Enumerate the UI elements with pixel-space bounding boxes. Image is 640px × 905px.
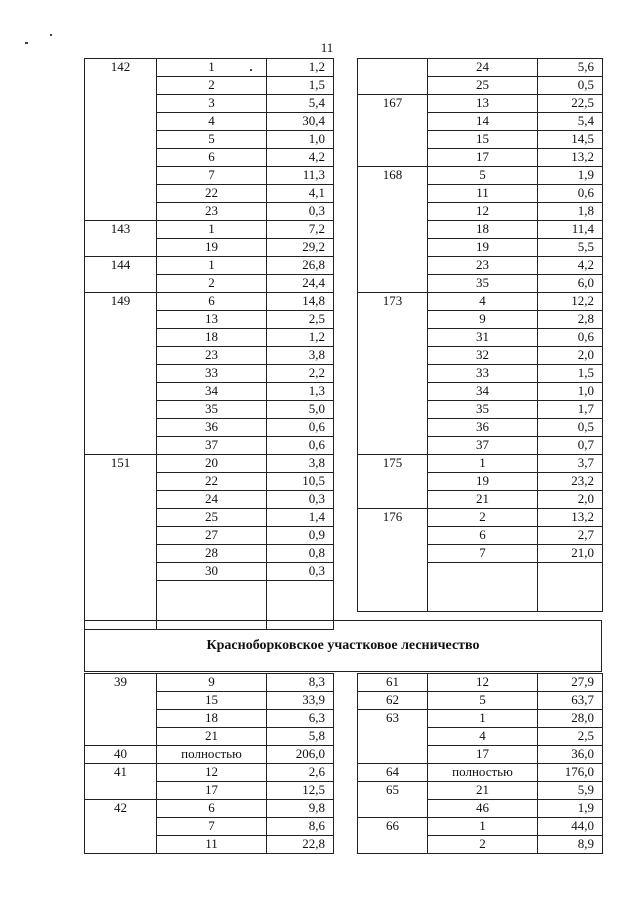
compartment-cell: 37 bbox=[157, 437, 267, 455]
compartment-cell: полностью bbox=[428, 764, 538, 782]
table-row bbox=[358, 509, 603, 527]
area-cell: 5,8 bbox=[267, 728, 334, 746]
compartment-cell: 12 bbox=[428, 203, 538, 221]
compartment-cell: 7 bbox=[157, 818, 267, 836]
area-cell: 206,0 bbox=[267, 746, 334, 764]
area-cell: 3,7 bbox=[538, 455, 603, 473]
compartment-cell: 23 bbox=[157, 347, 267, 365]
table-row bbox=[85, 257, 334, 275]
compartment-cell: 1 bbox=[157, 221, 267, 239]
compartment-cell: 5 bbox=[428, 167, 538, 185]
compartment-cell: 17 bbox=[428, 149, 538, 167]
compartment-cell: 33 bbox=[428, 365, 538, 383]
compartment-cell: 14 bbox=[428, 113, 538, 131]
compartment-cell: 1 bbox=[157, 257, 267, 275]
compartment-cell: 35 bbox=[157, 401, 267, 419]
compartment-cell: 12 bbox=[157, 764, 267, 782]
area-cell: 0,8 bbox=[267, 545, 334, 563]
compartment-cell: 25 bbox=[428, 77, 538, 95]
compartment-cell: 9 bbox=[157, 674, 267, 692]
table-row bbox=[85, 746, 334, 764]
compartment-cell: 3 bbox=[157, 95, 267, 113]
compartment-cell: 2 bbox=[428, 836, 538, 854]
compartment-cell: 22 bbox=[157, 185, 267, 203]
area-cell: 26,8 bbox=[267, 257, 334, 275]
compartment-cell: 46 bbox=[428, 800, 538, 818]
compartment-cell: 18 bbox=[157, 710, 267, 728]
quarter-cell: 151 bbox=[85, 455, 157, 630]
area-cell: 2,5 bbox=[267, 311, 334, 329]
area-cell: 29,2 bbox=[267, 239, 334, 257]
compartment-cell: 36 bbox=[428, 419, 538, 437]
area-cell: 9,8 bbox=[267, 800, 334, 818]
quarter-cell: 65 bbox=[358, 782, 428, 818]
quarter-cell: 173 bbox=[358, 293, 428, 455]
empty-cell bbox=[538, 563, 603, 612]
compartment-cell: 34 bbox=[157, 383, 267, 401]
area-cell: 8,3 bbox=[267, 674, 334, 692]
table-row bbox=[358, 95, 603, 113]
area-cell: 33,9 bbox=[267, 692, 334, 710]
compartment-cell: 15 bbox=[157, 692, 267, 710]
compartment-cell: 28 bbox=[157, 545, 267, 563]
scan-speck bbox=[50, 34, 52, 36]
compartment-cell: 23 bbox=[157, 203, 267, 221]
table-row bbox=[358, 764, 603, 782]
lower-left-table bbox=[84, 673, 334, 854]
area-cell: 1,3 bbox=[267, 383, 334, 401]
quarter-cell: 149 bbox=[85, 293, 157, 455]
area-cell: 0,3 bbox=[267, 491, 334, 509]
area-cell: 4,1 bbox=[267, 185, 334, 203]
compartment-cell: 24 bbox=[428, 59, 538, 77]
area-cell: 4,2 bbox=[267, 149, 334, 167]
compartment-cell: 17 bbox=[428, 746, 538, 764]
compartment-cell: 23 bbox=[428, 257, 538, 275]
area-cell: 1,7 bbox=[538, 401, 603, 419]
compartment-cell: 34 bbox=[428, 383, 538, 401]
area-cell: 36,0 bbox=[538, 746, 603, 764]
area-cell: 5,4 bbox=[538, 113, 603, 131]
compartment-cell: 21 bbox=[428, 491, 538, 509]
upper-left-table bbox=[84, 58, 334, 630]
scan-speck bbox=[250, 69, 252, 71]
compartment-cell: 22 bbox=[157, 473, 267, 491]
area-cell: 0,6 bbox=[538, 329, 603, 347]
area-cell: 12,2 bbox=[538, 293, 603, 311]
area-cell: 13,2 bbox=[538, 509, 603, 527]
compartment-cell: 18 bbox=[428, 221, 538, 239]
area-cell: 0,9 bbox=[267, 527, 334, 545]
section-title: Красноборковское участковое лесничество bbox=[84, 620, 602, 672]
table-row bbox=[85, 59, 334, 77]
quarter-cell bbox=[358, 59, 428, 95]
area-cell: 6,0 bbox=[538, 275, 603, 293]
quarter-cell: 64 bbox=[358, 764, 428, 782]
area-cell: 2,2 bbox=[267, 365, 334, 383]
area-cell: 1,5 bbox=[267, 77, 334, 95]
area-cell: 0,6 bbox=[538, 185, 603, 203]
area-cell: 2,0 bbox=[538, 347, 603, 365]
area-cell: 8,9 bbox=[538, 836, 603, 854]
area-cell: 22,8 bbox=[267, 836, 334, 854]
table-row bbox=[85, 674, 334, 692]
compartment-cell: 11 bbox=[428, 185, 538, 203]
area-cell: 2,8 bbox=[538, 311, 603, 329]
compartment-cell: 1 bbox=[428, 455, 538, 473]
compartment-cell: 2 bbox=[157, 275, 267, 293]
table-row bbox=[358, 293, 603, 311]
area-cell: 23,2 bbox=[538, 473, 603, 491]
compartment-cell: 20 bbox=[157, 455, 267, 473]
table-row bbox=[85, 455, 334, 473]
quarter-cell: 168 bbox=[358, 167, 428, 293]
area-cell: 22,5 bbox=[538, 95, 603, 113]
quarter-cell: 42 bbox=[85, 800, 157, 854]
area-cell: 1,9 bbox=[538, 167, 603, 185]
upper-right-table bbox=[357, 58, 603, 612]
compartment-cell: 31 bbox=[428, 329, 538, 347]
area-cell: 5,5 bbox=[538, 239, 603, 257]
area-cell: 2,0 bbox=[538, 491, 603, 509]
area-cell: 1,8 bbox=[538, 203, 603, 221]
compartment-cell: 19 bbox=[428, 239, 538, 257]
quarter-cell: 175 bbox=[358, 455, 428, 509]
table-row bbox=[358, 674, 603, 692]
empty-cell bbox=[428, 563, 538, 612]
area-cell: 14,5 bbox=[538, 131, 603, 149]
area-cell: 1,2 bbox=[267, 329, 334, 347]
area-cell: 0,5 bbox=[538, 77, 603, 95]
area-cell: 4,2 bbox=[538, 257, 603, 275]
area-cell: 1,0 bbox=[538, 383, 603, 401]
quarter-cell: 176 bbox=[358, 509, 428, 612]
quarter-cell: 66 bbox=[358, 818, 428, 854]
compartment-cell: полностью bbox=[157, 746, 267, 764]
quarter-cell: 63 bbox=[358, 710, 428, 764]
compartment-cell: 6 bbox=[157, 800, 267, 818]
area-cell: 1,5 bbox=[538, 365, 603, 383]
compartment-cell: 7 bbox=[157, 167, 267, 185]
compartment-cell: 18 bbox=[157, 329, 267, 347]
table-row bbox=[358, 782, 603, 800]
area-cell: 24,4 bbox=[267, 275, 334, 293]
compartment-cell: 4 bbox=[157, 113, 267, 131]
quarter-cell: 144 bbox=[85, 257, 157, 293]
area-cell: 7,2 bbox=[267, 221, 334, 239]
table-row bbox=[358, 710, 603, 728]
scan-speck bbox=[25, 42, 28, 44]
quarter-cell: 167 bbox=[358, 95, 428, 167]
table-row bbox=[358, 818, 603, 836]
area-cell: 176,0 bbox=[538, 764, 603, 782]
compartment-cell: 7 bbox=[428, 545, 538, 563]
area-cell: 1,0 bbox=[267, 131, 334, 149]
area-cell: 0,6 bbox=[267, 419, 334, 437]
area-cell: 2,7 bbox=[538, 527, 603, 545]
compartment-cell: 35 bbox=[428, 275, 538, 293]
compartment-cell: 21 bbox=[157, 728, 267, 746]
area-cell: 0,5 bbox=[538, 419, 603, 437]
compartment-cell: 1 bbox=[428, 710, 538, 728]
area-cell: 12,5 bbox=[267, 782, 334, 800]
compartment-cell: 17 bbox=[157, 782, 267, 800]
compartment-cell: 2 bbox=[428, 509, 538, 527]
quarter-cell: 143 bbox=[85, 221, 157, 257]
compartment-cell: 4 bbox=[428, 728, 538, 746]
compartment-cell: 25 bbox=[157, 509, 267, 527]
area-cell: 5,9 bbox=[538, 782, 603, 800]
area-cell: 11,4 bbox=[538, 221, 603, 239]
table-row bbox=[358, 167, 603, 185]
area-cell: 5,6 bbox=[538, 59, 603, 77]
area-cell: 5,4 bbox=[267, 95, 334, 113]
area-cell: 27,9 bbox=[538, 674, 603, 692]
compartment-cell: 12 bbox=[428, 674, 538, 692]
area-cell: 28,0 bbox=[538, 710, 603, 728]
compartment-cell: 19 bbox=[428, 473, 538, 491]
area-cell: 3,8 bbox=[267, 455, 334, 473]
area-cell: 2,6 bbox=[267, 764, 334, 782]
table-row bbox=[85, 800, 334, 818]
area-cell: 1,9 bbox=[538, 800, 603, 818]
compartment-cell: 13 bbox=[428, 95, 538, 113]
quarter-cell: 61 bbox=[358, 674, 428, 692]
compartment-cell: 6 bbox=[428, 527, 538, 545]
area-cell: 63,7 bbox=[538, 692, 603, 710]
table-row bbox=[85, 293, 334, 311]
area-cell: 30,4 bbox=[267, 113, 334, 131]
compartment-cell: 6 bbox=[157, 149, 267, 167]
compartment-cell: 15 bbox=[428, 131, 538, 149]
area-cell: 0,7 bbox=[538, 437, 603, 455]
table-row bbox=[85, 764, 334, 782]
compartment-cell: 5 bbox=[157, 131, 267, 149]
compartment-cell: 1 bbox=[428, 818, 538, 836]
area-cell: 0,3 bbox=[267, 203, 334, 221]
area-cell: 0,3 bbox=[267, 563, 334, 581]
compartment-cell: 37 bbox=[428, 437, 538, 455]
compartment-cell: 11 bbox=[157, 836, 267, 854]
quarter-cell: 40 bbox=[85, 746, 157, 764]
compartment-cell: 36 bbox=[157, 419, 267, 437]
area-cell: 8,6 bbox=[267, 818, 334, 836]
compartment-cell: 1 bbox=[157, 59, 267, 77]
compartment-cell: 33 bbox=[157, 365, 267, 383]
area-cell: 11,3 bbox=[267, 167, 334, 185]
compartment-cell: 27 bbox=[157, 527, 267, 545]
quarter-cell: 41 bbox=[85, 764, 157, 800]
area-cell: 5,0 bbox=[267, 401, 334, 419]
area-cell: 6,3 bbox=[267, 710, 334, 728]
table-row bbox=[358, 59, 603, 77]
quarter-cell: 62 bbox=[358, 692, 428, 710]
area-cell: 21,0 bbox=[538, 545, 603, 563]
area-cell: 3,8 bbox=[267, 347, 334, 365]
compartment-cell: 24 bbox=[157, 491, 267, 509]
area-cell: 1,4 bbox=[267, 509, 334, 527]
area-cell: 14,8 bbox=[267, 293, 334, 311]
table-row bbox=[358, 692, 603, 710]
table-row bbox=[358, 455, 603, 473]
compartment-cell: 9 bbox=[428, 311, 538, 329]
table-row bbox=[85, 221, 334, 239]
area-cell: 1,2 bbox=[267, 59, 334, 77]
page-number: 11 bbox=[320, 40, 334, 55]
compartment-cell: 13 bbox=[157, 311, 267, 329]
compartment-cell: 6 bbox=[157, 293, 267, 311]
area-cell: 0,6 bbox=[267, 437, 334, 455]
compartment-cell: 21 bbox=[428, 782, 538, 800]
compartment-cell: 2 bbox=[157, 77, 267, 95]
compartment-cell: 32 bbox=[428, 347, 538, 365]
area-cell: 44,0 bbox=[538, 818, 603, 836]
area-cell: 13,2 bbox=[538, 149, 603, 167]
compartment-cell: 35 bbox=[428, 401, 538, 419]
quarter-cell: 142 bbox=[85, 59, 157, 221]
area-cell: 10,5 bbox=[267, 473, 334, 491]
compartment-cell: 19 bbox=[157, 239, 267, 257]
area-cell: 2,5 bbox=[538, 728, 603, 746]
lower-right-table bbox=[357, 673, 603, 854]
quarter-cell: 39 bbox=[85, 674, 157, 746]
compartment-cell: 4 bbox=[428, 293, 538, 311]
compartment-cell: 30 bbox=[157, 563, 267, 581]
compartment-cell: 5 bbox=[428, 692, 538, 710]
